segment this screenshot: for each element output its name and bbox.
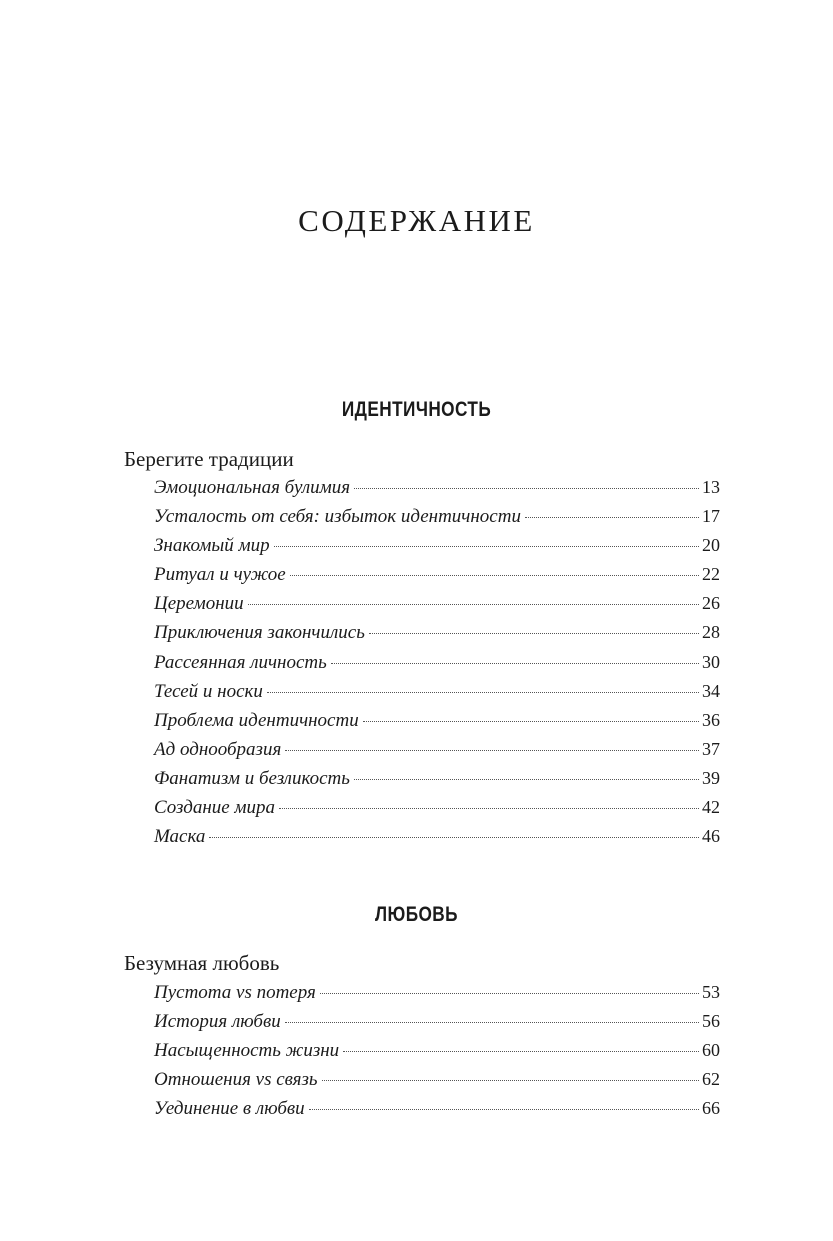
page-number: 36 <box>702 709 720 730</box>
dot-leader <box>267 692 699 693</box>
toc-entry[interactable] <box>154 982 720 1011</box>
toc-entry[interactable] <box>154 535 720 564</box>
toc-entry[interactable] <box>154 797 720 826</box>
dot-leader <box>209 837 699 838</box>
toc-entry[interactable] <box>154 564 720 593</box>
entry-title: Церемонии <box>154 593 244 615</box>
toc-entry[interactable] <box>154 1011 720 1040</box>
toc-entry[interactable] <box>154 1098 720 1127</box>
dot-leader <box>343 1051 699 1052</box>
toc-entry[interactable] <box>154 681 720 710</box>
page-number: 60 <box>702 1040 720 1061</box>
section-heading-love: ЛЮБОВЬ <box>375 903 458 926</box>
toc-entry[interactable] <box>154 1040 720 1069</box>
dot-leader <box>309 1109 699 1110</box>
toc-entry[interactable] <box>154 710 720 739</box>
entry-title: Эмоциональная булимия <box>154 477 351 498</box>
page-number: 22 <box>702 564 720 585</box>
dot-leader <box>322 1080 699 1081</box>
entry-title: Усталость от себя: избыток идентичности <box>154 506 521 528</box>
toc-entry[interactable] <box>154 1069 720 1098</box>
dot-leader <box>285 750 699 751</box>
toc-entry[interactable] <box>154 622 720 651</box>
entry-title: Отношения vs связь <box>154 1069 318 1091</box>
entry-title: Пустота vs потеря <box>154 982 316 1003</box>
page-number: 13 <box>702 477 720 497</box>
dot-leader <box>248 604 699 605</box>
page-number: 37 <box>702 738 720 759</box>
dot-leader <box>525 517 699 518</box>
entry-title: Проблема идентичности <box>154 709 359 731</box>
chapter-title: Безумная любовь <box>124 951 280 975</box>
entry-title: Ад однообразия <box>154 738 282 760</box>
dot-leader <box>285 1022 699 1023</box>
toc-entry[interactable] <box>154 739 720 768</box>
page-number: 17 <box>702 506 720 527</box>
dot-leader <box>320 993 699 994</box>
page-number: 34 <box>702 680 720 701</box>
entry-title: Рассеянная личность <box>154 651 327 673</box>
page-number: 56 <box>702 1011 720 1032</box>
entry-title: Уединение в любви <box>154 1098 305 1120</box>
entry-title: Тесей и носки <box>154 680 263 702</box>
dot-leader <box>354 779 699 780</box>
page-number: 30 <box>702 651 720 672</box>
page-number: 42 <box>702 797 720 818</box>
page-number: 53 <box>702 982 720 1002</box>
entry-title: Фанатизм и безликость <box>154 767 350 789</box>
dot-leader <box>279 808 699 809</box>
toc-entry[interactable] <box>154 768 720 797</box>
chapter-title: Берегите традиции <box>124 447 294 471</box>
toc-list-identity <box>154 477 720 855</box>
entry-title: Ритуал и чужое <box>154 564 286 586</box>
toc-entry[interactable] <box>154 506 720 535</box>
entry-title: Создание мира <box>154 797 276 819</box>
toc-entry[interactable] <box>154 652 720 681</box>
entry-title: Насыщенность жизни <box>154 1040 340 1062</box>
page-number: 20 <box>702 535 720 556</box>
page-number: 62 <box>702 1069 720 1090</box>
page-number: 39 <box>702 767 720 788</box>
entry-title: Маска <box>154 826 206 848</box>
entry-title: Знакомый мир <box>154 535 270 557</box>
toc-list-love <box>154 982 720 1127</box>
dot-leader <box>290 575 699 576</box>
entry-title: Приключения закончились <box>154 622 365 644</box>
entry-title: История любви <box>154 1011 281 1033</box>
section-heading-identity: ИДЕНТИЧНОСТЬ <box>341 398 492 421</box>
page-title: СОДЕРЖАНИЕ <box>298 203 535 238</box>
page-number: 46 <box>702 826 720 847</box>
dot-leader <box>274 546 699 547</box>
toc-entry[interactable] <box>154 593 720 622</box>
dot-leader <box>354 488 699 489</box>
page-number: 26 <box>702 593 720 614</box>
toc-entry[interactable] <box>154 477 720 506</box>
page-number: 28 <box>702 622 720 643</box>
dot-leader <box>363 721 699 722</box>
dot-leader <box>369 633 699 634</box>
toc-entry[interactable] <box>154 826 720 855</box>
dot-leader <box>331 663 699 664</box>
page-number: 66 <box>702 1098 720 1119</box>
